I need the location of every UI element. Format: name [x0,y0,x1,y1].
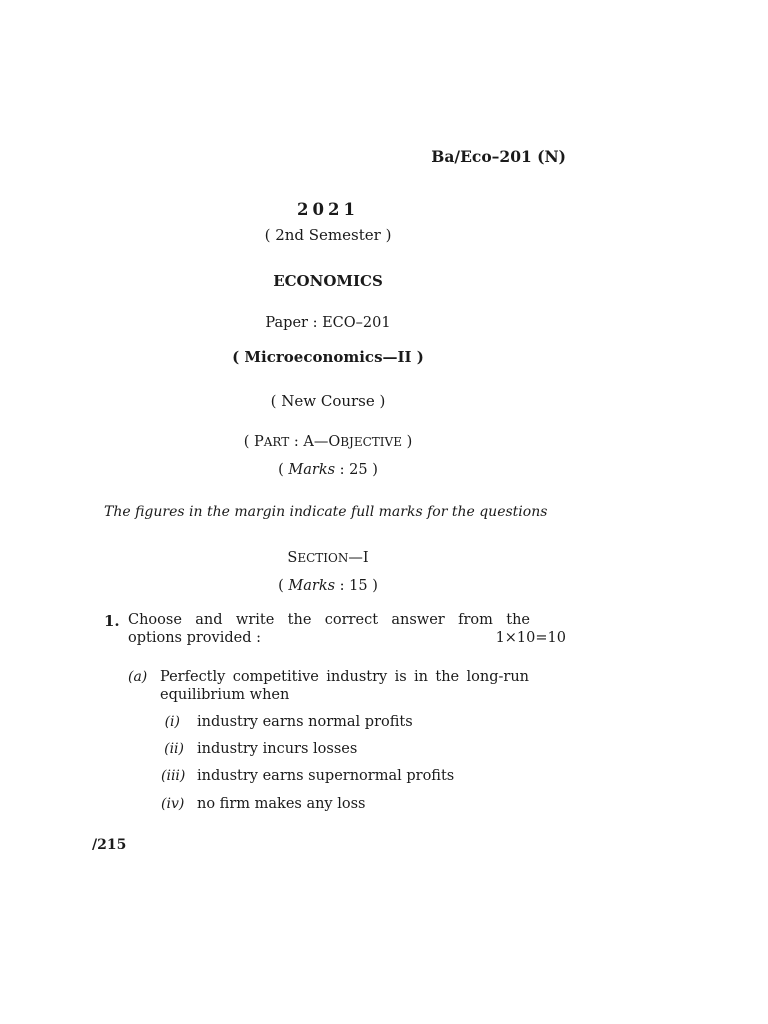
part-marks-value: : 25 ) [335,462,378,478]
paper-title: ( Microeconomics—II ) [232,348,424,366]
section-marks-label: Marks [288,578,336,594]
part-suffix: ) [401,434,413,450]
question-text-line-1: Choose and write the correct answer from the [128,612,530,628]
section-prefix: S [287,550,298,566]
part-heading [0,434,656,450]
option-label: (iii) [161,768,186,784]
sub-question-label: (a) [128,669,148,685]
section-marks-value: : 15 ) [335,578,378,594]
question-marks: 1×10=10 [495,630,566,646]
part-mid: : A—O [289,434,341,450]
part-small-caps-1: ART [263,435,290,449]
part-marks [0,462,656,478]
section-marks-open: ( [278,578,289,594]
option-text: no firm makes any loss [197,796,366,812]
section-heading [0,550,656,566]
paper-number: Paper : ECO–201 [265,315,391,331]
sub-question-text-line-2: equilibrium when [160,687,290,703]
part-small-caps-2: BJECTIVE [340,435,402,449]
option-text: industry earns normal profits [197,714,413,730]
exam-year: 2021 [297,200,359,219]
section-marks [0,578,656,594]
part-prefix: ( P [243,434,264,450]
sub-question-text-line-1: Perfectly competitive industry is in the long-run [160,669,529,685]
course-type: ( New Course ) [270,392,386,410]
option-label: (i) [164,714,180,730]
section-small-caps: ECTION [297,551,349,565]
option-label: (ii) [164,741,184,757]
question-text-line-2: options provided : [128,630,262,646]
paper-code: Ba/Eco–201 (N) [431,147,566,166]
option-text: industry earns supernormal profits [197,768,455,784]
option-text: industry incurs losses [197,741,358,757]
option-label: (iv) [161,796,185,812]
question-number: 1. [104,612,120,630]
page-footer-code: /215 [92,837,127,853]
part-marks-open: ( [278,462,289,478]
part-marks-label: Marks [288,462,336,478]
section-suffix: —I [348,550,369,566]
instruction-text: The figures in the margin indicate full marks for the questions [104,504,548,520]
subject-title: ECONOMICS [273,272,383,290]
semester: ( 2nd Semester ) [264,226,392,244]
